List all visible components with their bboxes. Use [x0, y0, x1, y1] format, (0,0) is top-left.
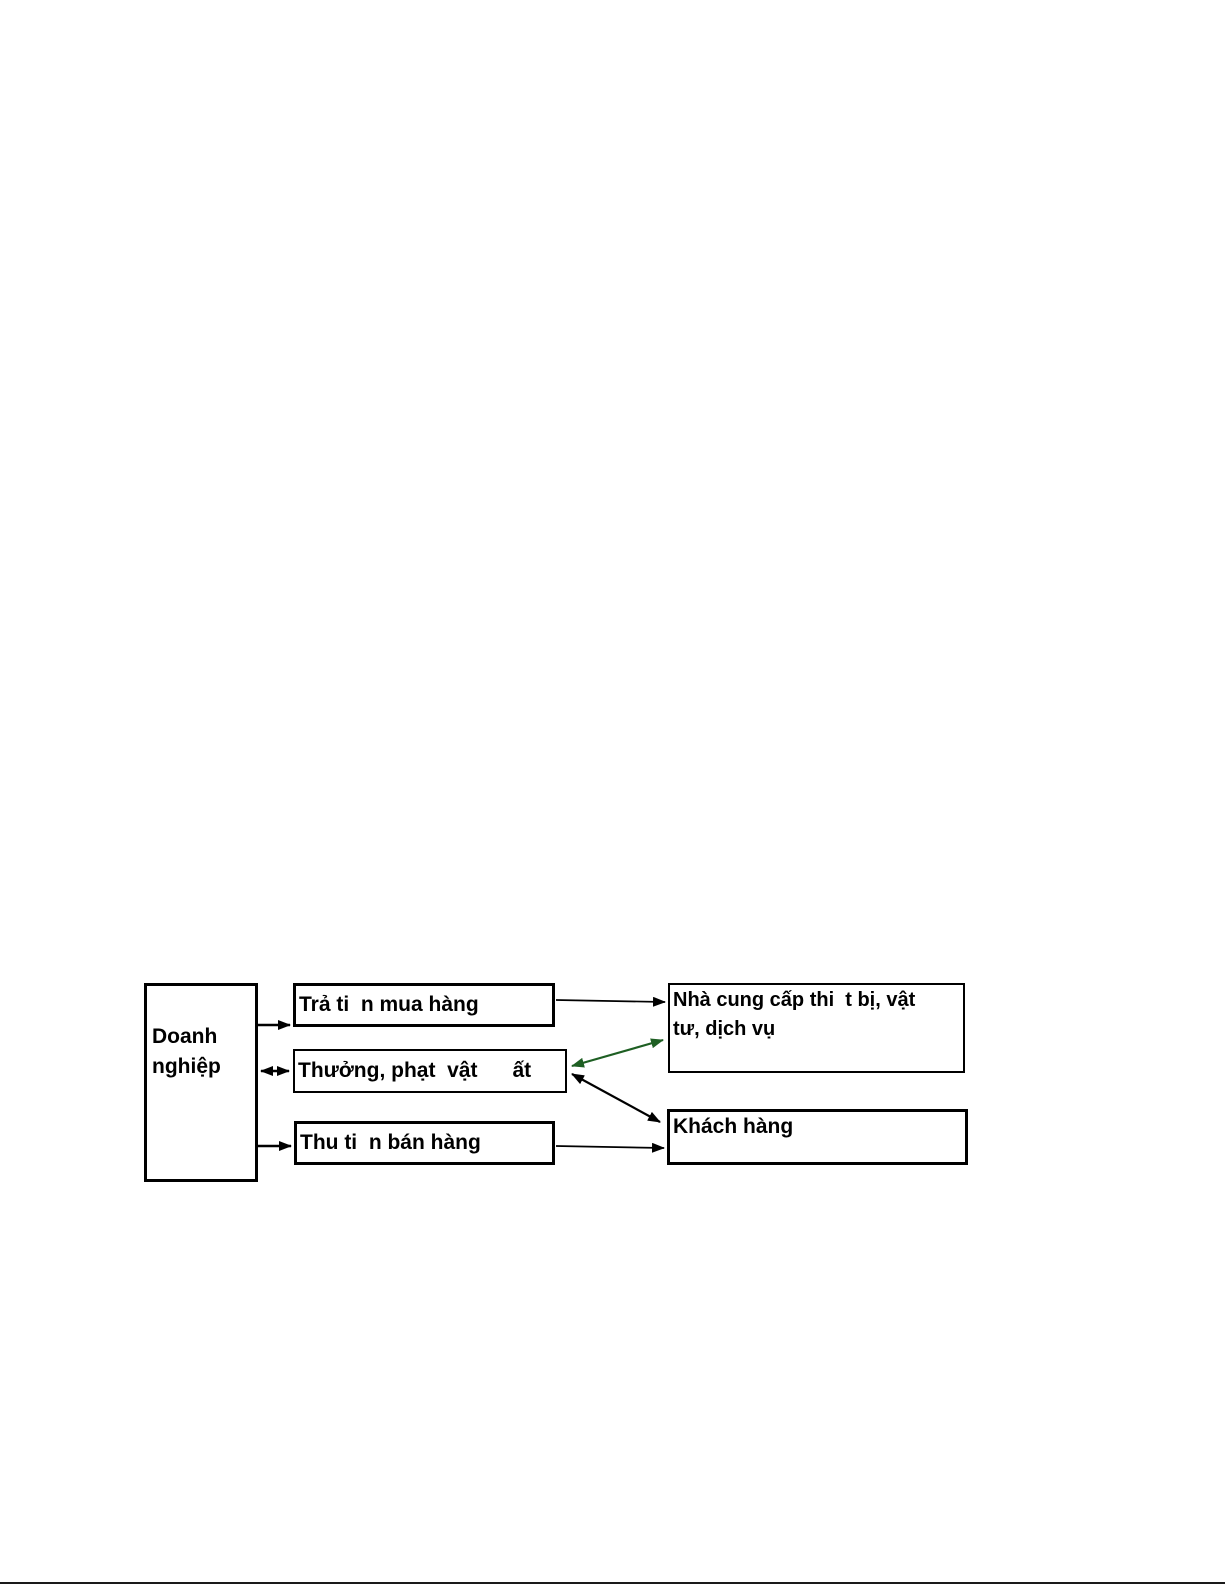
node-doanh-nghiep-label: Doanh nghiệp [152, 1025, 224, 1078]
page-bottom-divider [0, 1582, 1225, 1584]
node-nha-cung-cap-line2: tư, dịch vụ [673, 1018, 776, 1040]
node-nha-cung-cap-line1: Nhà cung cấp thi t bị, vật [673, 989, 916, 1011]
arrow-thuong-nha-cung-cap-two-way [572, 1040, 663, 1066]
node-tra-tien-mua-hang [293, 983, 555, 1027]
node-thu-tien-label: Thu ti n bán hàng [300, 1131, 481, 1154]
node-thuong-phat-label: Thưởng, phạt vật ất [298, 1059, 532, 1082]
node-thu-tien-ban-hang [294, 1121, 555, 1165]
node-nha-cung-cap [668, 983, 965, 1073]
node-tra-tien-label: Trả ti n mua hàng [299, 993, 479, 1016]
arrow-thu-tien-to-khach-hang [556, 1146, 664, 1148]
node-doanh-nghiep [144, 983, 258, 1182]
node-thuong-phat-vat-chat [293, 1049, 567, 1093]
arrow-thuong-khach-hang-two-way [572, 1074, 660, 1122]
node-khach-hang-label: Khách hàng [673, 1115, 794, 1138]
arrow-tra-tien-to-nha-cung-cap [556, 1000, 665, 1002]
node-khach-hang [667, 1109, 968, 1165]
